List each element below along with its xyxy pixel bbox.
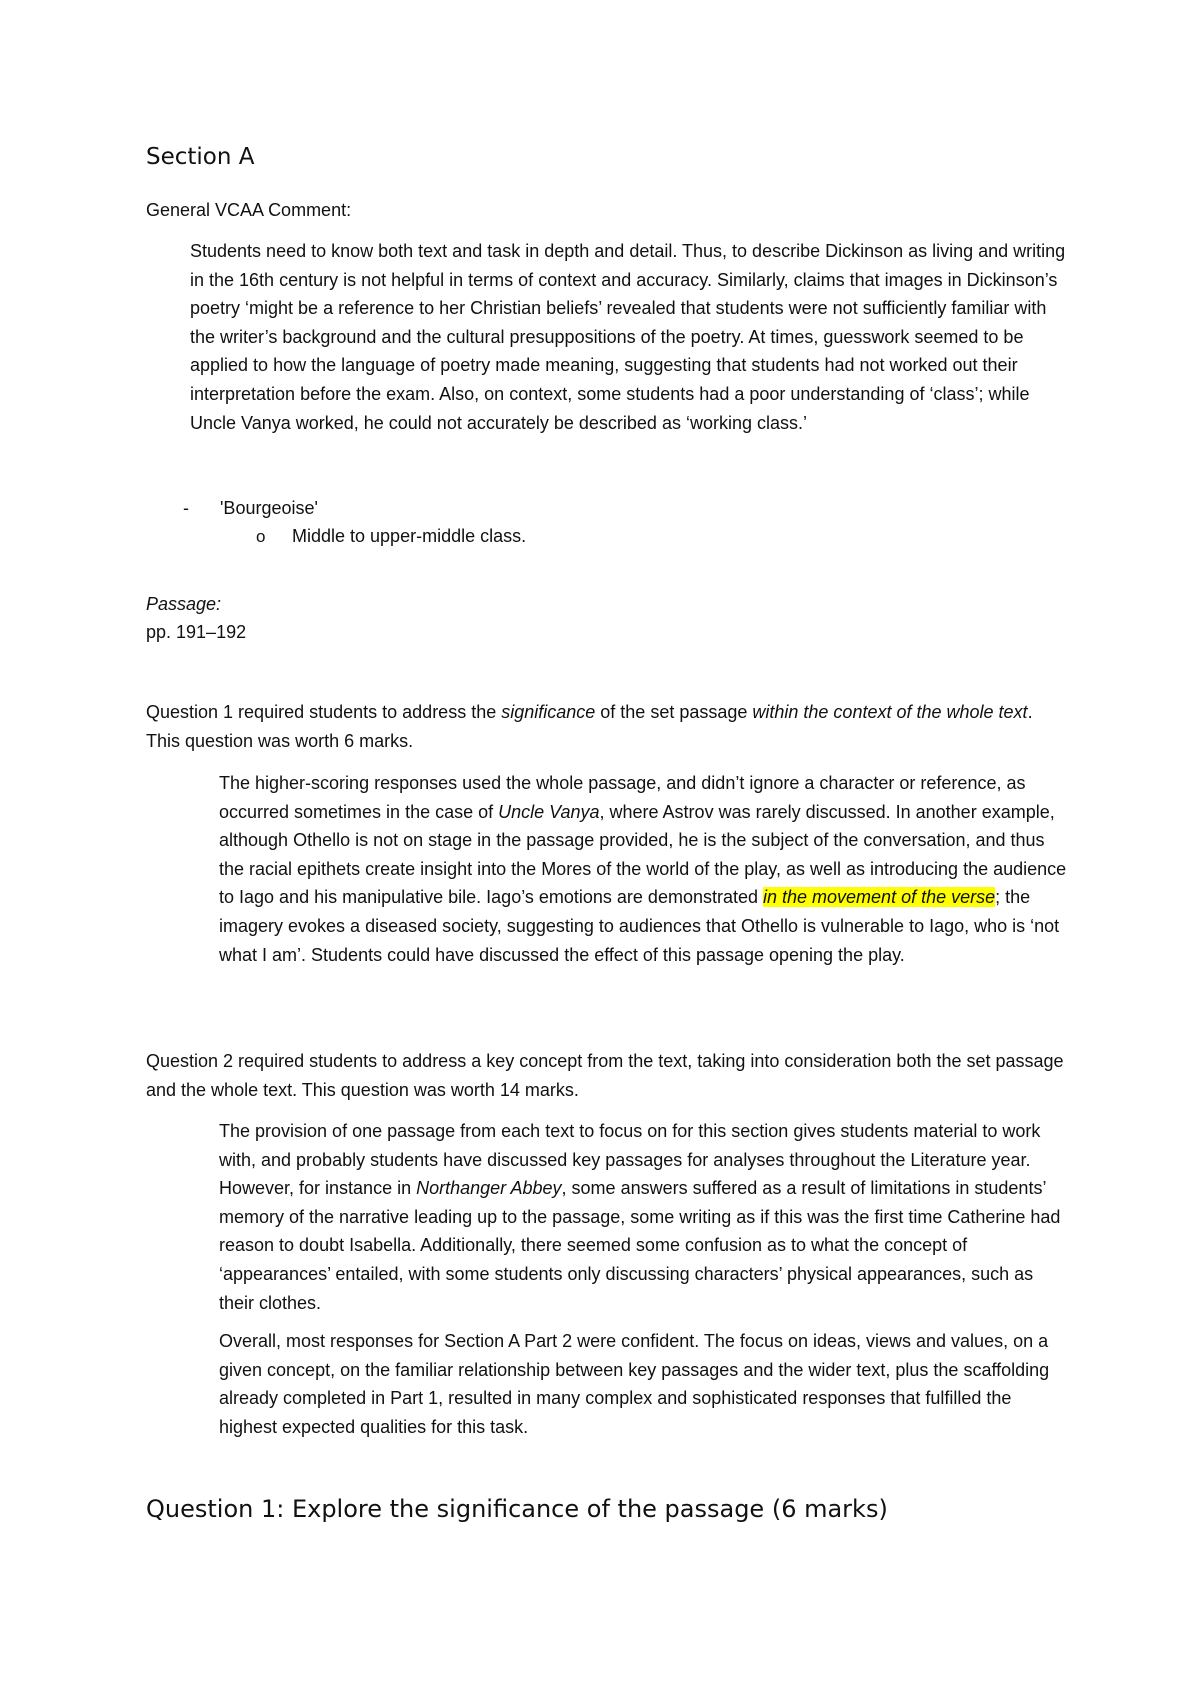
question1-comment-text: , where Astrov was rarely discussed. In another example, although Othello is not on stage in the passage provided, he is the subject of the conversation, and thus the racial epithets create insight into the Mores of the world of the play, as well as introducing the audience to Iago and his manipulative bile. Iago’s emotions are demonstrated xyxy=(219,801,1067,908)
question2-comment-text: The provision of one passage from each text to focus on for this section gives students material to work with, and probably students have discussed key passages for analyses throughout the Literature year. However, for instance in xyxy=(219,1121,1041,1199)
list-subitem-class: Middle to upper-middle class. xyxy=(292,526,527,546)
section-heading: Section A xyxy=(146,144,255,170)
question1-comment xyxy=(219,769,1069,969)
question1-intro-text: Question 1 required students to address the xyxy=(146,702,502,722)
question1-intro-emphasis: within the context of the whole text xyxy=(752,702,1028,722)
highlighted-phrase: in the movement of the verse xyxy=(763,887,996,908)
question1-comment-emphasis: Uncle Vanya xyxy=(498,801,600,822)
question2-comment xyxy=(219,1117,1069,1317)
question-heading: Question 1: Explore the significance of the passage (6 marks) xyxy=(146,1495,888,1523)
question1-comment-text: The higher-scoring responses used the whole passage, and didn’t ignore a character or reference, as occurred sometimes in the case of xyxy=(219,773,1026,822)
list-dash-marker: - xyxy=(183,498,189,518)
question1-intro-text: . This question was worth 6 marks. xyxy=(146,702,1033,751)
passage-label: Passage: xyxy=(146,594,222,614)
comment-label: General VCAA Comment: xyxy=(146,200,352,220)
vcaa-comment-quote: Students need to know both text and task in depth and detail. Thus, to describe Dickinson as living and writing in the 16th century is not helpful in terms of context and accuracy. Similarly, claims that images in Dickinson’s poetry ‘might be a reference to her Christian beliefs’ revealed that students were not sufficiently familiar with the writer’s background and the cultural presuppositions of the poetry. At times, guesswork seemed to be applied to how the language of poetry made meaning, suggesting that students had not worked out their interpretation before the exam. Also, on context, some students had a poor understanding of ‘class’; while Uncle Vanya worked, he could not accurately be described as ‘working class.’ xyxy=(190,241,1066,433)
passage-pages: pp. 191–192 xyxy=(146,622,247,642)
list-item-bourgeoise: 'Bourgeoise' xyxy=(220,498,318,518)
question1-intro xyxy=(146,698,1066,755)
question2-comment-text: , some answers suffered as a result of limitations in students’ memory of the narrative leading up to the passage, some writing as if this was the first time Catherine had reason to doubt Isabella. Additionally, there seemed some confusion as to what the concept of ‘appearances’ entailed, with some students only discussing characters’ physical appearances, such as their clothes. xyxy=(219,1178,1061,1313)
list-sub-marker: o xyxy=(256,527,266,546)
question1-comment-text: ; the imagery evokes a diseased society, suggesting to audiences that Othello is vulnerable to Iago, who is ‘not what I am’. Students could have discussed the effect of this passage opening the play. xyxy=(219,887,1060,965)
question2-comment-emphasis: Northanger Abbey xyxy=(416,1178,562,1199)
question1-intro-emphasis: significance xyxy=(501,702,596,722)
question2-intro: Question 2 required students to address a key concept from the text, taking into consideration both the set passage and the whole text. This question was worth 14 marks. xyxy=(146,1051,1064,1100)
question1-intro-text: of the set passage xyxy=(595,702,753,722)
question2-overall-comment: Overall, most responses for Section A Part 2 were confident. The focus on ideas, views and values, on a given concept, on the familiar relationship between key passages and the wider text, plus the scaffolding already completed in Part 1, resulted in many complex and sophisticated responses that fulfilled the highest expected qualities for this task. xyxy=(219,1331,1050,1437)
